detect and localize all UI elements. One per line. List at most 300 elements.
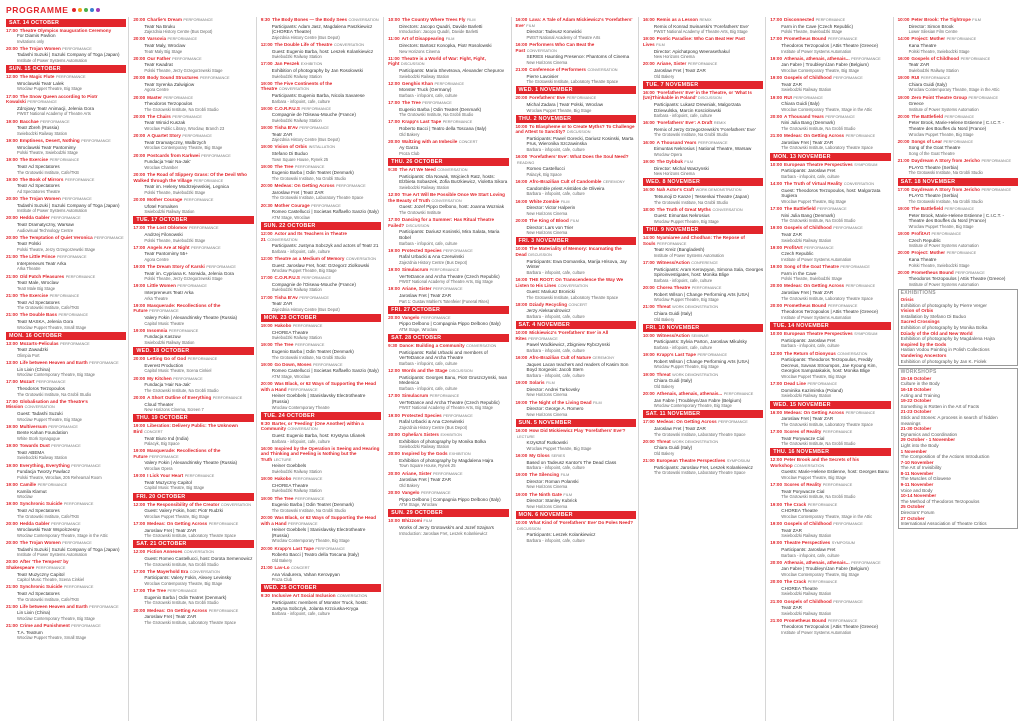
event-title[interactable]: The Trojan Women	[19, 540, 61, 546]
event-title[interactable]: Conference of Performers	[529, 66, 586, 72]
event-item[interactable]	[643, 140, 763, 158]
event-item[interactable]	[6, 443, 126, 461]
event-item[interactable]	[133, 502, 253, 520]
event-title[interactable]: Inspired by the Gods	[401, 451, 448, 457]
event-item[interactable]	[261, 125, 381, 143]
event-item[interactable]	[770, 283, 890, 301]
event-title[interactable]: RUI	[911, 75, 920, 81]
event-item[interactable]	[643, 260, 763, 283]
event-title[interactable]: Multiversum	[19, 423, 47, 429]
event-item[interactable]	[516, 428, 636, 451]
event-title[interactable]: Ariane, Sister	[401, 470, 432, 476]
event-title[interactable]: Body Sound Structures	[147, 75, 199, 81]
event-title[interactable]: Athenais, athenais, athenais...	[784, 559, 850, 565]
event-title[interactable]: Bhizzomi	[401, 518, 423, 524]
event-item[interactable]	[898, 95, 1018, 113]
event-title[interactable]: The Road of Slippery Grass: Of the Devil Who Walked through the Village	[133, 172, 247, 183]
event-item[interactable]	[133, 17, 253, 35]
event-title[interactable]: Afro-Brazilian Cult of Candomble	[529, 179, 602, 185]
event-title[interactable]: Charlie's Dream	[147, 17, 182, 22]
event-title[interactable]: The Trojan Women	[19, 45, 61, 51]
event-title[interactable]: The Dybbuk	[656, 159, 683, 165]
event-item[interactable]	[261, 275, 381, 293]
event-item[interactable]	[643, 207, 763, 225]
event-item[interactable]	[133, 473, 253, 491]
event-title[interactable]: The Responsibility of the Creator	[147, 501, 220, 507]
event-title[interactable]: Athenais, athenais, athenais...	[656, 390, 723, 396]
event-title[interactable]: A Short Outline of Everything	[147, 394, 212, 400]
event-title[interactable]: Pontic Paradise: Who Can Beat Her Past Lives	[642, 36, 745, 47]
event-title[interactable]: Forefathers' Eve	[529, 95, 566, 101]
event-title[interactable]: Masquerade: Recollections of the Future	[133, 302, 221, 314]
event-title[interactable]: Protected Species	[401, 412, 442, 418]
event-title[interactable]: Zero Point Theatre Group	[911, 94, 968, 100]
event-title[interactable]: Medeas: On Getting Across	[147, 607, 208, 613]
event-title[interactable]: The Body Bones — the Body Sees	[271, 17, 347, 22]
event-item[interactable]	[898, 56, 1018, 74]
event-title[interactable]: The Night of the Living Dead	[529, 399, 592, 405]
event-item[interactable]	[6, 119, 126, 137]
event-title[interactable]: Simulacrum	[401, 393, 429, 399]
event-title[interactable]: Was Black, or 62 Ways of Supporting the Head with a Hand	[260, 515, 377, 526]
event-title[interactable]: Performers Who Can Beat the Past	[515, 41, 595, 53]
event-title[interactable]: Athenais, athenais, athenais...	[784, 55, 850, 61]
event-item[interactable]	[770, 381, 890, 399]
event-item[interactable]	[770, 181, 890, 204]
event-title[interactable]: Krapp's Last Tape	[274, 545, 314, 551]
event-title[interactable]: Mickiewicz's 'Forefathers' Eve' in All Rites	[515, 330, 609, 341]
event-title[interactable]: I Lick Your Heart	[147, 473, 184, 479]
event-item[interactable]	[261, 323, 381, 341]
event-title[interactable]: Postcards from Karkwei	[147, 152, 200, 158]
event-title[interactable]: Bacchae	[19, 118, 39, 124]
event-item[interactable]	[261, 381, 381, 410]
event-title[interactable]: The Return of Dionysus	[784, 350, 836, 356]
event-title[interactable]: The Mayerhold Era	[147, 568, 189, 574]
event-item[interactable]	[133, 283, 253, 301]
event-item[interactable]	[261, 476, 381, 494]
event-title[interactable]: The Tree	[401, 100, 421, 106]
event-item[interactable]	[643, 17, 763, 35]
event-item[interactable]	[388, 192, 508, 215]
event-title[interactable]: Scores of Reality	[784, 482, 822, 488]
event-title[interactable]: Dead Line	[784, 381, 806, 387]
event-item[interactable]	[388, 518, 508, 536]
event-title[interactable]: Disconnected	[784, 17, 815, 22]
event-title[interactable]: The Ninth Gate	[529, 491, 562, 497]
event-item[interactable]	[6, 28, 126, 45]
event-title[interactable]: The Truth of Virtual Reality	[784, 181, 843, 186]
event-title[interactable]: Daydream A Story from Jericho	[911, 158, 980, 164]
event-title[interactable]: The Battlefield	[911, 205, 944, 211]
event-item[interactable]	[388, 17, 508, 35]
event-item[interactable]	[643, 372, 763, 390]
event-title[interactable]: The Country Where Trees Fly	[401, 17, 466, 22]
event-title[interactable]: Tisha B'Av	[274, 125, 298, 131]
event-item[interactable]	[6, 559, 126, 582]
event-title[interactable]: Medeas: On Getting Across	[784, 409, 845, 415]
event-item[interactable]	[6, 215, 126, 233]
event-title[interactable]: Life between Heaven and Earth	[19, 603, 88, 609]
event-title[interactable]: Prometheus Bound	[784, 36, 827, 42]
event-title[interactable]: Threat	[656, 304, 671, 310]
event-item[interactable]	[261, 61, 381, 79]
event-item[interactable]	[133, 95, 253, 113]
event-item[interactable]	[388, 286, 508, 304]
event-item[interactable]	[6, 196, 126, 214]
event-title[interactable]: C.O.R.P.U.S	[274, 105, 300, 111]
event-title[interactable]: Krapp's Last Tape	[656, 352, 696, 358]
event-title[interactable]: The Tree	[274, 163, 294, 169]
event-item[interactable]	[770, 264, 890, 282]
event-item[interactable]	[770, 540, 890, 558]
event-title[interactable]: The Snow Queen according to Piotr Kowalski	[6, 93, 98, 105]
event-title[interactable]: Remis as a Lesson	[656, 17, 698, 22]
event-title[interactable]: Theatre is a World of War: Fight, Fight, Fight	[388, 55, 486, 67]
event-item[interactable]	[898, 36, 1018, 54]
event-title[interactable]: Medeas: On Getting Across	[784, 133, 845, 139]
event-item[interactable]	[898, 250, 1018, 268]
event-title[interactable]: 'Forefathers' Eve': What Does the Soul Need?	[529, 154, 629, 160]
event-title[interactable]: Inclusive Art Social Inclusion	[271, 593, 336, 599]
event-item[interactable]	[388, 368, 508, 391]
event-title[interactable]: Theatre as a Medium of Memory	[274, 255, 345, 261]
event-title[interactable]: My Kitchen	[147, 375, 172, 381]
event-item[interactable]	[133, 608, 253, 626]
event-title[interactable]: Lav-Lo	[274, 564, 290, 570]
event-title[interactable]: Fiction Annexes	[147, 549, 183, 555]
event-title[interactable]: Was Black, or 62 Ways of Supporting the Head with a Hand	[260, 381, 377, 392]
event-item[interactable]	[516, 154, 636, 177]
event-item[interactable]	[770, 162, 890, 180]
event-title[interactable]: Globalisation and the Theatre's Mission	[6, 398, 88, 410]
event-title[interactable]: The Dream Story of Karski	[147, 264, 205, 270]
event-title[interactable]: Hakobo	[274, 323, 292, 329]
event-title[interactable]: C.O.R.P.U.S	[274, 275, 300, 281]
event-item[interactable]	[770, 56, 890, 74]
event-title[interactable]: The King of Blood	[529, 217, 569, 223]
event-item[interactable]	[770, 560, 890, 578]
event-title[interactable]: Ariane, Sister	[401, 286, 432, 292]
event-item[interactable]	[388, 413, 508, 431]
event-item[interactable]	[770, 579, 890, 597]
event-item[interactable]	[770, 206, 890, 224]
event-item[interactable]	[261, 81, 381, 104]
event-item[interactable]	[6, 482, 126, 500]
event-item[interactable]	[388, 343, 508, 366]
event-title[interactable]: A Thousand Years	[656, 139, 697, 145]
event-title[interactable]: Lava: A Tale of Adam Mickiewicz's 'Forefathers' Eve'	[515, 17, 633, 28]
event-item[interactable]	[388, 471, 508, 489]
event-title[interactable]: Mozart	[19, 379, 35, 385]
event-item[interactable]	[6, 360, 126, 378]
event-title[interactable]: The Lost Oblomov	[147, 225, 188, 231]
event-item[interactable]	[6, 74, 126, 92]
event-item[interactable]	[261, 164, 381, 182]
event-item[interactable]	[133, 172, 253, 195]
event-item[interactable]	[770, 618, 890, 636]
event-item[interactable]	[6, 501, 126, 519]
event-title[interactable]: Dancing for a Summer: Has Ritual Theatre Failed?	[388, 217, 495, 228]
event-title[interactable]: Mozarts-Peliculas	[19, 340, 59, 346]
event-item[interactable]	[133, 36, 253, 54]
event-item[interactable]	[261, 203, 381, 221]
event-title[interactable]: 'Forefathers' Eve': A Draft	[656, 120, 713, 126]
event-item[interactable]	[516, 355, 636, 378]
event-title[interactable]: Prometheus Bound	[911, 269, 954, 275]
event-item[interactable]	[6, 623, 126, 641]
event-title[interactable]: Angels Are at Night	[147, 244, 190, 250]
event-item[interactable]	[516, 302, 636, 320]
event-item[interactable]	[770, 502, 890, 520]
event-title[interactable]: Prometheus Bound	[784, 302, 827, 308]
event-title[interactable]: Gospels of Childhood	[784, 225, 832, 231]
event-title[interactable]: The Double Life of Theatre	[274, 41, 333, 47]
event-item[interactable]	[643, 235, 763, 258]
event-item[interactable]	[133, 114, 253, 132]
event-title[interactable]: Gospels of Childhood	[784, 598, 832, 604]
event-item[interactable]	[516, 380, 636, 398]
event-title[interactable]: After 'The Tempest' by Shakespeare	[6, 559, 69, 571]
event-title[interactable]: Gospels of Childhood	[911, 55, 960, 61]
event-item[interactable]	[261, 446, 381, 475]
event-item[interactable]	[133, 197, 253, 215]
event-item[interactable]	[516, 400, 636, 418]
event-title[interactable]: ProfitArt	[784, 244, 803, 250]
event-item[interactable]	[643, 458, 763, 476]
event-item[interactable]	[6, 138, 126, 156]
event-item[interactable]	[261, 17, 381, 40]
event-title[interactable]: Master	[147, 94, 162, 100]
event-item[interactable]	[6, 379, 126, 397]
event-title[interactable]: THE ROOT: On Transcendence the Way We Listen to His Lines	[515, 276, 624, 288]
event-item[interactable]	[898, 231, 1018, 249]
event-item[interactable]	[516, 277, 636, 300]
event-item[interactable]	[770, 225, 890, 243]
event-title[interactable]: The Magic Flute	[19, 74, 55, 80]
event-item[interactable]	[770, 429, 890, 447]
event-item[interactable]	[770, 410, 890, 428]
event-title[interactable]: Insomnia	[147, 327, 168, 333]
event-item[interactable]	[6, 604, 126, 622]
event-title[interactable]: Witness/Action	[656, 332, 690, 338]
event-item[interactable]	[261, 342, 381, 360]
event-title[interactable]: Hakobo	[274, 476, 292, 482]
event-item[interactable]	[133, 356, 253, 374]
event-item[interactable]	[261, 496, 381, 514]
event-title[interactable]: Project: Mother	[911, 250, 946, 256]
event-title[interactable]: Song of the Goat Theatre	[784, 264, 839, 270]
event-title[interactable]: Towards Dust	[19, 443, 50, 449]
event-title[interactable]: To Blaspheme or to Create Myths? To Challenge and Attest to Sanctity?	[515, 123, 635, 135]
event-title[interactable]: Vision of Orbis	[274, 144, 308, 150]
event-title[interactable]: Medeas: On Getting Across	[147, 521, 208, 526]
event-title[interactable]: Our Father	[147, 55, 171, 61]
event-title[interactable]: Mother Courage	[274, 202, 310, 208]
event-title[interactable]: The Battlefield	[911, 113, 944, 119]
event-item[interactable]	[133, 448, 253, 471]
event-item[interactable]	[770, 17, 890, 35]
event-title[interactable]: Art of Disappearing	[401, 36, 445, 42]
event-item[interactable]	[133, 588, 253, 606]
event-title[interactable]: Project: Mother	[911, 36, 946, 42]
event-title[interactable]: Nyamiaree and Chodhan: The Repose of Souls	[642, 235, 745, 246]
event-item[interactable]	[516, 218, 636, 236]
event-item[interactable]	[133, 303, 253, 326]
event-title[interactable]: Go Down, Moses	[274, 361, 312, 367]
event-title[interactable]: True Art Will Be Possible Once We Start Loving the Beauty of Truth	[388, 192, 505, 203]
event-title[interactable]: Nah Actor's Craft	[656, 187, 695, 193]
event-item[interactable]	[770, 482, 890, 500]
event-item[interactable]	[6, 254, 126, 272]
event-item[interactable]	[261, 106, 381, 124]
event-item[interactable]	[261, 421, 381, 444]
event-item[interactable]	[261, 362, 381, 380]
event-title[interactable]: Genghis Khan	[401, 80, 434, 86]
event-item[interactable]	[6, 463, 126, 481]
event-title[interactable]: Synchronic Suicide	[19, 501, 63, 507]
event-item[interactable]	[898, 139, 1018, 157]
event-item[interactable]	[261, 256, 381, 274]
event-item[interactable]	[133, 245, 253, 263]
event-item[interactable]	[388, 56, 508, 79]
event-item[interactable]	[643, 187, 763, 205]
event-title[interactable]: Jan Peszek	[274, 61, 300, 67]
event-title[interactable]: Theatre Perspectives	[784, 540, 831, 546]
event-item[interactable]	[261, 231, 381, 254]
event-item[interactable]	[516, 199, 636, 217]
event-item[interactable]	[643, 391, 763, 409]
event-title[interactable]: ProfitArt	[911, 230, 931, 236]
event-item[interactable]	[133, 328, 253, 346]
event-title[interactable]: Ophelia's Sisters	[401, 431, 439, 437]
event-title[interactable]: The Little Prince	[19, 254, 56, 260]
event-item[interactable]	[643, 419, 763, 437]
event-item[interactable]	[770, 95, 890, 113]
event-title[interactable]: Medeas: On Getting Across	[656, 419, 717, 425]
event-item[interactable]	[388, 393, 508, 411]
event-item[interactable]	[6, 157, 126, 175]
event-title[interactable]: Emptiness, Desert, Nothing	[19, 137, 80, 143]
event-item[interactable]	[388, 81, 508, 99]
event-title[interactable]: Krapp's Last Tape	[401, 119, 442, 125]
event-title[interactable]: Letting Go of God	[147, 356, 187, 362]
event-title[interactable]: The Art We Need	[399, 167, 436, 173]
event-item[interactable]	[388, 248, 508, 266]
event-item[interactable]	[898, 206, 1018, 229]
event-item[interactable]	[388, 217, 508, 246]
event-item[interactable]	[6, 274, 126, 292]
event-item[interactable]	[898, 75, 1018, 93]
event-title[interactable]: Threat	[656, 371, 671, 377]
event-item[interactable]	[6, 46, 126, 64]
event-title[interactable]: Actor and Its Teachers in Theatre 21	[260, 230, 347, 242]
event-title[interactable]: Hedda Gabler	[19, 520, 50, 526]
event-title[interactable]: The Tree	[147, 588, 167, 594]
event-item[interactable]	[261, 144, 381, 162]
event-item[interactable]	[516, 67, 636, 85]
event-title[interactable]: Scores of Reality	[784, 428, 822, 434]
event-title[interactable]: The Crack	[784, 501, 807, 507]
event-item[interactable]	[516, 179, 636, 197]
event-title[interactable]: The Exercise	[19, 292, 49, 298]
event-title[interactable]: White Zombie	[529, 198, 560, 204]
event-title[interactable]: European Theatre Perspectives	[784, 331, 853, 337]
event-title[interactable]: What Kind of 'Forefathers' Eve' Do Poles Need?	[529, 520, 634, 526]
event-title[interactable]: Songs of Lear	[911, 138, 943, 144]
event-item[interactable]	[388, 490, 508, 508]
event-title[interactable]: Vangelo	[401, 490, 420, 496]
event-title[interactable]: Everything, Everything	[19, 462, 70, 468]
event-title[interactable]: The Chairs	[147, 113, 171, 119]
event-item[interactable]	[643, 304, 763, 322]
event-item[interactable]	[770, 75, 890, 93]
event-title[interactable]: Tisha B'Av	[274, 294, 298, 300]
event-item[interactable]	[261, 546, 381, 564]
event-item[interactable]	[643, 285, 763, 303]
event-item[interactable]	[516, 453, 636, 471]
event-title[interactable]: Dziady Recycling	[529, 301, 568, 307]
event-item[interactable]	[261, 593, 381, 616]
event-item[interactable]	[6, 235, 126, 253]
event-title[interactable]: Chorea Theatre	[656, 285, 691, 291]
event-title[interactable]: The Double Bass	[19, 312, 58, 318]
event-item[interactable]	[388, 167, 508, 190]
event-item[interactable]	[133, 225, 253, 243]
event-title[interactable]: Solaris	[529, 380, 545, 386]
event-item[interactable]	[516, 492, 636, 510]
event-item[interactable]	[770, 133, 890, 151]
event-title[interactable]: Vangelo	[401, 314, 420, 320]
event-title[interactable]: Medeas: On Getting Across	[274, 183, 335, 189]
event-item[interactable]	[6, 94, 126, 117]
event-item[interactable]	[261, 565, 381, 583]
event-item[interactable]	[6, 399, 126, 422]
event-item[interactable]	[6, 540, 126, 558]
event-item[interactable]	[388, 100, 508, 118]
event-title[interactable]: Daydream A Story from Jericho	[911, 186, 980, 192]
event-title[interactable]: Old Patch Pleasures	[19, 273, 65, 279]
event-title[interactable]: Varsovia	[147, 36, 167, 42]
event-item[interactable]	[770, 36, 890, 54]
event-item[interactable]	[898, 158, 1018, 176]
event-title[interactable]: Waltzing with an Imbecile	[401, 138, 458, 144]
event-title[interactable]: The Exercise	[19, 157, 49, 163]
event-title[interactable]: The Silencing	[529, 472, 560, 478]
event-item[interactable]	[516, 472, 636, 490]
event-item[interactable]	[133, 521, 253, 539]
event-item[interactable]	[643, 90, 763, 119]
event-title[interactable]: Masquerade: Recollections of the Future	[133, 448, 221, 459]
event-title[interactable]: My Gloss	[529, 452, 550, 458]
event-item[interactable]	[388, 451, 508, 469]
event-title[interactable]: Afro-Brazilian Cult of Nature	[529, 355, 592, 361]
event-title[interactable]: RUI	[784, 94, 792, 100]
event-item[interactable]	[133, 153, 253, 171]
event-title[interactable]: Life between Heaven and Earth	[19, 360, 88, 366]
event-item[interactable]	[133, 133, 253, 151]
event-item[interactable]	[643, 439, 763, 457]
event-title[interactable]: A Thousand Years	[784, 113, 824, 119]
event-item[interactable]	[516, 330, 636, 353]
event-title[interactable]: Peter Brook: The Tightrope	[911, 17, 971, 22]
event-item[interactable]	[770, 457, 890, 480]
event-title[interactable]: Dance: Building a Community	[399, 343, 465, 349]
event-item[interactable]	[643, 36, 763, 59]
event-item[interactable]	[133, 376, 253, 394]
event-item[interactable]	[516, 42, 636, 65]
event-title[interactable]: The Crack	[784, 579, 807, 585]
